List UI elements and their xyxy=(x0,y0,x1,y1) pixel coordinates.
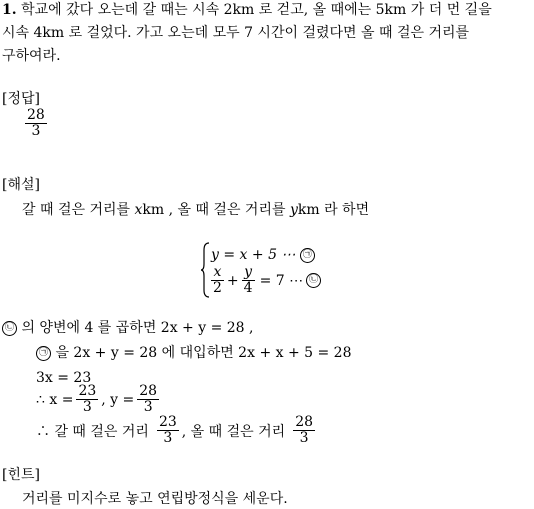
mark-nieun-icon: ㉡ xyxy=(2,321,17,336)
answer-fraction xyxy=(22,108,50,139)
answer-denominator: 3 xyxy=(31,123,41,139)
solution-header: [해설] xyxy=(2,177,40,193)
step-2: ㉠ 을 2x + y = 28 에 대입하면 2x + x + 5 = 28 xyxy=(36,343,352,363)
answer-numerator: 28 xyxy=(27,107,45,123)
mark-nieun-icon: ㉡ xyxy=(306,273,321,288)
problem-text-1: 학교에 갔다 오는데 갈 때는 시속 2km 로 걷고, 올 때에는 5km 가 더 먼 길을 xyxy=(21,2,492,18)
equation-1: y = x + 5 ⋯ ㉠ xyxy=(211,245,315,265)
problem-number: 1. xyxy=(2,2,17,18)
answer-header: [정답] xyxy=(2,91,40,107)
problem-line-3: 구하여라. xyxy=(2,48,61,64)
problem-line-2: 시속 4km 로 걸었다. 가고 오는데 모두 7 시간이 걸렸다면 올 때 걸은 거리를 xyxy=(2,25,470,41)
step-3: 3x = 23 xyxy=(36,370,92,386)
mark-giyeok-icon: ㉠ xyxy=(36,346,51,361)
problem-line-1 xyxy=(2,0,492,20)
step-1: ㉡ 의 양변에 4 를 곱하면 2x + y = 28 , xyxy=(2,318,254,338)
step-4: ∴ x = $\frac{23}{3}$ , y = $\frac{28}{3}$ xyxy=(36,383,158,415)
hint-header: [힌트] xyxy=(2,467,40,483)
hint-text: 거리를 미지수로 놓고 연립방정식을 세운다. xyxy=(22,491,288,507)
step-5: ∴ 갈 때 걸은 거리 $\frac{23}{3}$ , 올 때 걸은 거리 $\frac{28}{3}$ xyxy=(36,414,314,446)
equation-2: $\frac{x}{2}$ + $\frac{y}{4}$ = 7 ⋯ ㉡ xyxy=(208,265,321,296)
solution-intro: 갈 때 걸은 거리를 xkm , 올 때 걸은 거리를 ykm 라 하면 xyxy=(22,202,370,218)
mark-giyeok-icon: ㉠ xyxy=(300,248,315,263)
